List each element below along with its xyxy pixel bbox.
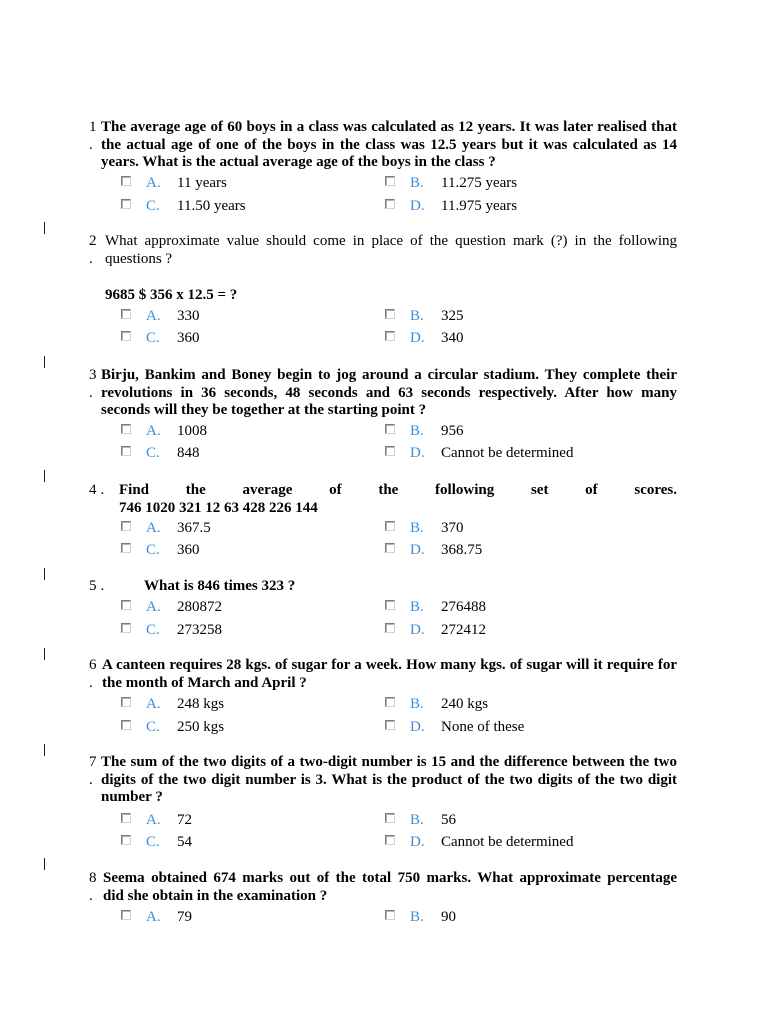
option-letter: D. (410, 622, 425, 638)
option-d[interactable] (385, 327, 615, 349)
checkbox-icon[interactable] (385, 424, 395, 434)
question-number (89, 367, 97, 402)
option-text: 956 (441, 423, 464, 439)
question-line: The sum of the two digits of a two-digit number is 15 and the difference between the two (101, 754, 677, 770)
question-text (101, 754, 677, 807)
option-letter: A. (146, 599, 161, 615)
question-4 (0, 482, 768, 561)
option-text: 276488 (441, 599, 486, 615)
option-text: 360 (177, 330, 200, 346)
question-text (101, 119, 677, 172)
option-text: Cannot be determined (441, 834, 574, 850)
option-text: 848 (177, 445, 200, 461)
option-d[interactable] (385, 619, 615, 641)
question-number-value: 5 (89, 578, 97, 594)
option-letter: A. (146, 812, 161, 828)
option-text: 370 (441, 520, 464, 536)
checkbox-icon[interactable] (385, 446, 395, 456)
option-text: 368.75 (441, 542, 483, 558)
question-line: Find the average of the following set of scores. (119, 482, 677, 498)
option-c[interactable] (121, 327, 351, 349)
option-text: 54 (177, 834, 192, 850)
question-line: revolutions in 36 seconds, 48 seconds and 63 seconds respectively. After how many (101, 384, 677, 401)
question-number-value: 2 (89, 233, 97, 249)
checkbox-icon[interactable] (385, 543, 395, 553)
option-text: 90 (441, 909, 456, 925)
question-1 (0, 119, 768, 217)
option-d[interactable] (385, 195, 615, 217)
checkbox-icon[interactable] (121, 199, 131, 209)
question-number-value: 7 (89, 754, 97, 770)
option-a[interactable] (121, 517, 351, 539)
question-number (89, 578, 104, 596)
option-letter: C. (146, 622, 160, 638)
option-letter: A. (146, 909, 161, 925)
option-d[interactable] (385, 539, 615, 561)
question-number-dot: . (89, 771, 93, 788)
question-number-value: 1 (89, 119, 97, 135)
checkbox-icon[interactable] (121, 720, 131, 730)
checkbox-icon[interactable] (121, 331, 131, 341)
question-number-dot: . (89, 136, 93, 153)
checkbox-icon[interactable] (121, 176, 131, 186)
checkbox-icon[interactable] (385, 331, 395, 341)
question-text (102, 657, 677, 692)
option-d[interactable] (385, 442, 615, 464)
option-c[interactable] (121, 619, 351, 641)
option-letter: D. (410, 542, 425, 558)
option-text: 56 (441, 812, 456, 828)
option-b[interactable] (385, 420, 615, 442)
option-text: None of these (441, 719, 525, 735)
option-letter: B. (410, 909, 424, 925)
option-a[interactable] (121, 809, 351, 831)
question-5 (0, 578, 768, 641)
option-d[interactable] (385, 831, 615, 853)
checkbox-icon[interactable] (121, 424, 131, 434)
option-b[interactable] (385, 305, 615, 327)
option-letter: A. (146, 308, 161, 324)
question-number-dot: . (100, 482, 105, 498)
question-number-dot: . (100, 578, 105, 594)
checkbox-icon[interactable] (385, 309, 395, 319)
option-letter: B. (410, 308, 424, 324)
question-number (89, 754, 97, 789)
question-number-value: 3 (89, 367, 97, 383)
option-letter: B. (410, 812, 424, 828)
option-a[interactable] (121, 305, 351, 327)
option-letter: A. (146, 520, 161, 536)
question-text (105, 233, 677, 305)
question-line: seconds will they be together at the starting point ? (101, 402, 427, 418)
option-a[interactable] (121, 420, 351, 442)
option-letter: C. (146, 719, 160, 735)
checkbox-icon[interactable] (121, 623, 131, 633)
option-letter: B. (410, 175, 424, 191)
question-2 (0, 233, 768, 349)
checkbox-icon[interactable] (385, 835, 395, 845)
option-letter: D. (410, 719, 425, 735)
question-line: the month of March and April ? (102, 674, 307, 691)
question-line: years. What is the actual average age of the boys in the class ? (101, 154, 496, 170)
question-line: did she obtain in the examination ? (103, 887, 328, 904)
checkbox-icon[interactable] (385, 176, 395, 186)
checkbox-icon[interactable] (385, 600, 395, 610)
option-c[interactable] (121, 442, 351, 464)
checkbox-icon[interactable] (121, 835, 131, 845)
option-text: 330 (177, 308, 200, 324)
option-letter: B. (410, 599, 424, 615)
option-text: 11 years (177, 175, 227, 191)
question-line: The average age of 60 boys in a class was calculated as 12 years. It was later realised that (101, 119, 677, 135)
question-number-dot: . (89, 674, 93, 691)
checkbox-icon[interactable] (385, 199, 395, 209)
option-b[interactable] (385, 906, 615, 928)
option-c[interactable] (121, 195, 351, 217)
option-text: 11.50 years (177, 198, 246, 214)
option-a[interactable] (121, 596, 351, 618)
option-text: 11.275 years (441, 175, 518, 191)
option-letter: D. (410, 330, 425, 346)
question-8 (0, 870, 768, 928)
checkbox-icon[interactable] (121, 910, 131, 920)
question-line: A canteen requires 28 kgs. of sugar for a week. How many kgs. of sugar will it require for (102, 657, 677, 673)
option-text: 240 kgs (441, 696, 489, 712)
option-letter: C. (146, 542, 160, 558)
question-number-value: 4 (89, 482, 97, 498)
option-text: 280872 (177, 599, 222, 615)
margin-mark (44, 470, 45, 482)
question-line: Birju, Bankim and Boney begin to jog around a circular stadium. They complete their (101, 367, 677, 383)
question-line: digits of the two digit number is 3. What is the product of the two digits of the two digit (101, 771, 677, 788)
checkbox-icon[interactable] (385, 813, 395, 823)
option-letter: A. (146, 696, 161, 712)
option-text: 248 kgs (177, 696, 225, 712)
option-b[interactable] (385, 517, 615, 539)
question-number-dot: . (89, 384, 93, 401)
option-b[interactable] (385, 596, 615, 618)
question-line: What approximate value should come in place of the question mark (?) in the following (105, 233, 677, 249)
question-text (101, 367, 677, 420)
question-text (144, 578, 677, 596)
margin-mark (44, 858, 45, 870)
option-letter: D. (410, 445, 425, 461)
question-line: the actual age of one of the boys in the class was 12.5 years but it was calculated as 14 (101, 136, 677, 153)
question-number (89, 870, 97, 905)
checkbox-icon[interactable] (385, 720, 395, 730)
question-3 (0, 367, 768, 464)
question-number-value: 6 (89, 657, 97, 673)
checkbox-icon[interactable] (121, 521, 131, 531)
option-letter: A. (146, 423, 161, 439)
option-text: 1008 (177, 423, 207, 439)
option-text: 325 (441, 308, 464, 324)
option-letter: C. (146, 445, 160, 461)
option-letter: B. (410, 696, 424, 712)
checkbox-icon[interactable] (121, 813, 131, 823)
option-b[interactable] (385, 809, 615, 831)
option-letter: D. (410, 834, 425, 850)
option-b[interactable] (385, 693, 615, 715)
question-number (89, 482, 104, 500)
option-text: 360 (177, 542, 200, 558)
question-line: 746 1020 321 12 63 428 226 144 (119, 499, 318, 516)
question-7 (0, 754, 768, 853)
option-letter: B. (410, 423, 424, 439)
checkbox-icon[interactable] (121, 446, 131, 456)
option-a[interactable] (121, 693, 351, 715)
option-text: 72 (177, 812, 192, 828)
option-text: 273258 (177, 622, 222, 638)
checkbox-icon[interactable] (121, 309, 131, 319)
question-line: number ? (101, 789, 163, 805)
question-6 (0, 657, 768, 738)
option-letter: C. (146, 198, 160, 214)
option-c[interactable] (121, 539, 351, 561)
option-letter: C. (146, 834, 160, 850)
question-text (119, 482, 677, 517)
option-text: 340 (441, 330, 464, 346)
checkbox-icon[interactable] (121, 697, 131, 707)
option-letter: C. (146, 330, 160, 346)
option-text: 367.5 (177, 520, 211, 536)
question-text (103, 870, 677, 905)
option-letter: A. (146, 175, 161, 191)
option-a[interactable] (121, 172, 351, 194)
checkbox-icon[interactable] (385, 521, 395, 531)
question-number-dot: . (89, 250, 93, 267)
option-text: 11.975 years (441, 198, 518, 214)
option-c[interactable] (121, 716, 351, 738)
option-letter: D. (410, 198, 425, 214)
option-letter: B. (410, 520, 424, 536)
question-line: Seema obtained 674 marks out of the total 750 marks. What approximate percentage (103, 870, 677, 886)
question-line: questions ? (105, 250, 173, 267)
question-number (89, 119, 97, 154)
option-text: Cannot be determined (441, 445, 574, 461)
checkbox-icon[interactable] (121, 600, 131, 610)
option-a[interactable] (121, 906, 351, 928)
checkbox-icon[interactable] (385, 697, 395, 707)
option-b[interactable] (385, 172, 615, 194)
checkbox-icon[interactable] (385, 910, 395, 920)
option-d[interactable] (385, 716, 615, 738)
question-number (89, 233, 97, 268)
option-c[interactable] (121, 831, 351, 853)
checkbox-icon[interactable] (385, 623, 395, 633)
option-text: 79 (177, 909, 192, 925)
question-line: What is 846 times 323 ? (144, 578, 296, 594)
question-number-dot: . (89, 887, 93, 904)
checkbox-icon[interactable] (121, 543, 131, 553)
question-number (89, 657, 97, 692)
option-text: 272412 (441, 622, 486, 638)
question-number-value: 8 (89, 870, 97, 886)
question-expression: 9685 $ 356 x 12.5 = ? (105, 287, 238, 303)
option-text: 250 kgs (177, 719, 225, 735)
